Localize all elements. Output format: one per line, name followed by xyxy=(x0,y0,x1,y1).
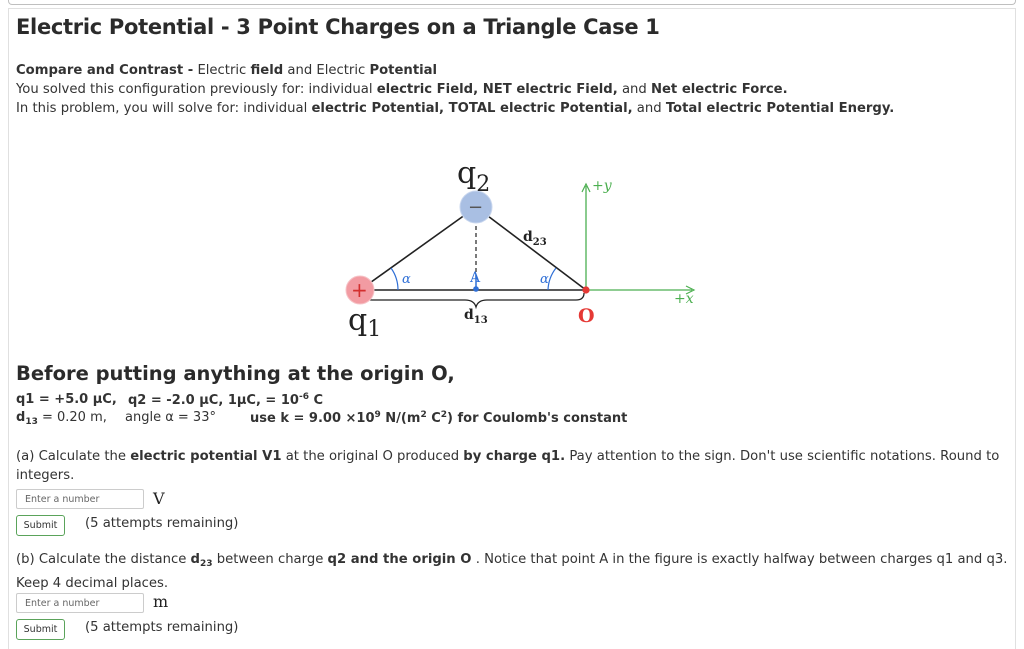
intro-line-3: In this problem, you will solve for: individual electric Potential, TOTAL electric Potential, and Total electric Potential Energy. xyxy=(16,101,895,116)
origin-point xyxy=(582,286,589,293)
previous-section-border xyxy=(8,0,1016,5)
alpha-label-right: α xyxy=(540,272,549,287)
part-b-question: (b) Calculate the distance $d_{23}$ between charge q2 and the origin O . Notice that point A in the figure is exactly halfway between charges q1 and q3. Keep 4 decimal places. xyxy=(16,552,1008,591)
alpha-arc-left xyxy=(391,268,398,290)
part-b-unit: m xyxy=(153,592,169,611)
intro-line-2: You solved this configuration previously for: individual electric Field, NET electric Field, and Net electric Force. xyxy=(16,82,788,97)
part-a-answer-input[interactable] xyxy=(16,489,144,509)
given-angle: angle α = 33° xyxy=(125,410,216,425)
q1-sign: + xyxy=(351,278,368,302)
side-q2-origin xyxy=(476,207,586,290)
given-coulomb-constant: use $k = 9.00 \times 10^9$ $N/(m^2$ $C^2$) for Coulomb's constant xyxy=(250,410,628,426)
given-q2: q2 = -2.0 μC, 1μC, = $10^{-6}$ C xyxy=(128,392,324,408)
part-a-attempts: (5 attempts remaining) xyxy=(85,516,239,531)
given-d13: $d_{13} = 0.20$ m, xyxy=(16,410,107,427)
triangle-charge-diagram xyxy=(330,150,710,340)
d23-label: $d_{23}$ xyxy=(523,229,547,248)
given-q1: q1 = +5.0 μC, xyxy=(16,392,117,407)
point-a-label: A xyxy=(470,270,481,286)
point-a-dot xyxy=(473,286,479,292)
part-b-answer-input[interactable] xyxy=(16,593,144,613)
part-a-unit: V xyxy=(153,489,165,508)
alpha-arc-right xyxy=(548,268,556,290)
compare-label: Compare and Contrast - xyxy=(16,63,194,78)
q2-sign: − xyxy=(468,197,484,218)
section-heading: Before putting anything at the origin O, xyxy=(16,362,455,385)
y-axis-label: +y xyxy=(592,178,612,194)
x-axis-label: +x xyxy=(674,291,694,307)
q2-label: $q_2$ xyxy=(457,156,491,197)
part-b-attempts: (5 attempts remaining) xyxy=(85,620,239,635)
part-a-question: (a) Calculate the electric potential V1 at the original O produced by charge q1. Pay attention to the sign. Don't use scientific notations. Round to integers. xyxy=(16,449,1000,483)
origin-label: O xyxy=(578,305,595,327)
part-a-submit-button[interactable]: Submit xyxy=(16,515,65,536)
part-b-submit-button[interactable]: Submit xyxy=(16,619,65,640)
q1-label: $q_1$ xyxy=(348,303,382,340)
d13-label: $d_{13}$ xyxy=(464,307,488,326)
alpha-label-left: α xyxy=(402,272,411,287)
side-q1-q2 xyxy=(360,207,476,290)
page-title: Electric Potential - 3 Point Charges on a Triangle Case 1 xyxy=(16,15,660,39)
intro-line-1: Compare and Contrast - Electric field and Electric Potential xyxy=(16,63,438,78)
d13-brace xyxy=(362,293,584,307)
